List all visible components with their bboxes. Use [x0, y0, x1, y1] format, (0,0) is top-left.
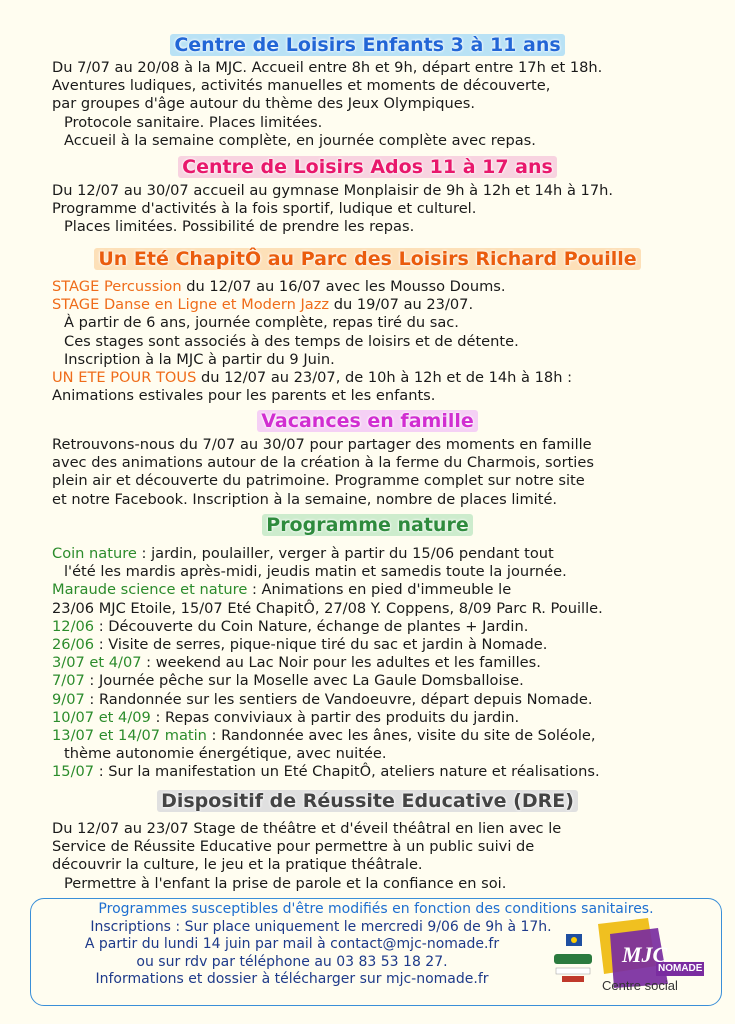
- nature-item: [52, 763, 712, 781]
- text-line: Protocole sanitaire. Places limitées.: [64, 113, 323, 131]
- section-enfants: [52, 59, 712, 150]
- stage-percussion-line: STAGE Percussion du 12/07 au 16/07 avec les Mousso Doums.: [52, 278, 506, 295]
- text-line: Retrouvons-nous du 7/07 au 30/07 pour partager des moments en famille: [52, 436, 592, 453]
- text-line: Programme d'activités à la fois sportif, ludique et culturel.: [52, 200, 477, 218]
- nature-item-text: : Repas conviviaux à partir des produits du jardin.: [150, 708, 520, 726]
- nature-item-label: 13/07 et 14/07 matin: [52, 727, 207, 745]
- nature-item: [52, 581, 712, 599]
- stage-danse-line: STAGE Danse en Ligne et Modern Jazz du 19/07 au 23/07.: [52, 296, 474, 314]
- section-title-chapito: Un Eté ChapitÔ au Parc des Loisirs Richard Pouille: [0, 248, 735, 270]
- email-line[interactable]: A partir du lundi 14 juin par mail à contact@mjc-nomade.fr: [84, 936, 500, 952]
- section-ados: [52, 182, 712, 237]
- section-title-ados: Centre de Loisirs Ados 11 à 17 ans: [0, 156, 735, 178]
- nature-item: [52, 745, 712, 763]
- nature-item-text: : Découverte du Coin Nature, échange de plantes + Jardin.: [94, 617, 529, 635]
- text-line: Accueil à la semaine complète, en journée complète avec repas.: [64, 131, 536, 149]
- nature-item-label: 12/06: [52, 617, 95, 635]
- nature-item-text: thème autonomie énergétique, avec nuitée.: [64, 745, 387, 763]
- text-line: avec des animations autour de la création à la ferme du Charmois, sorties: [52, 454, 594, 472]
- nature-item-label: 15/07: [52, 763, 95, 781]
- text-line: plein air et découverte du patrimoine. Programme complet sur notre site: [52, 472, 585, 490]
- nature-item: [52, 709, 712, 727]
- nature-item-text: : Visite de serres, pique-nique tiré du sac et jardin à Nomade.: [94, 636, 548, 654]
- text-line: Permettre à l'enfant la prise de parole et la confiance en soi.: [64, 874, 507, 892]
- nature-item: [52, 600, 712, 618]
- nature-item-text: : Randonnée avec les ânes, visite du site de Soléole,: [206, 727, 596, 745]
- nature-item: [52, 545, 712, 563]
- text-line: et notre Facebook. Inscription à la semaine, nombre de places limité.: [52, 490, 558, 508]
- text-line: Du 12/07 au 30/07 accueil au gymnase Monplaisir de 9h à 12h et 14h à 17h.: [52, 182, 613, 199]
- text-line: Du 7/07 au 20/08 à la MJC. Accueil entre 8h et 9h, départ entre 17h et 18h.: [52, 59, 603, 76]
- logo-mjc-text: MJC: [622, 942, 668, 967]
- mjc-nomade-logo: [596, 918, 706, 998]
- nature-item-text: : Randonnée sur les sentiers de Vandoeuvre, départ depuis Nomade.: [84, 690, 593, 708]
- section-title-enfants: Centre de Loisirs Enfants 3 à 11 ans: [0, 34, 735, 56]
- nature-item-text: l'été les mardis après-midi, jeudis matin et samedis toute la journée.: [64, 563, 567, 581]
- partner-logos: [548, 928, 598, 988]
- text-line: Ces stages sont associés à des temps de loisirs et de détente.: [64, 332, 519, 350]
- nature-item-label: 10/07 et 4/09: [52, 708, 151, 726]
- nature-item: [52, 563, 712, 581]
- nature-item-text: : Sur la manifestation un Eté ChapitÔ, ateliers nature et réalisations.: [94, 763, 600, 781]
- text-line: Service de Réussite Educative pour permettre à un public suivi de: [52, 838, 535, 856]
- nature-item: [52, 654, 712, 672]
- nature-item: [52, 636, 712, 654]
- nature-item: [52, 618, 712, 636]
- section-nature: [52, 545, 712, 782]
- text-line: découvrir la culture, le jeu et la pratique théâtrale.: [52, 856, 423, 874]
- section-title-nature: Programme nature: [0, 514, 735, 536]
- nature-item-text: : weekend au Lac Noir pour les adultes et les familles.: [141, 654, 541, 672]
- nature-item: [52, 727, 712, 745]
- section-famille: [52, 436, 712, 509]
- nature-item-label: 3/07 et 4/07: [52, 654, 142, 672]
- nature-item-label: Maraude science et nature: [52, 581, 248, 599]
- text-line: Places limitées. Possibilité de prendre les repas.: [64, 218, 415, 236]
- nature-item-text: : Journée pêche sur la Moselle avec La Gaule Domsballoise.: [84, 672, 524, 690]
- nature-item-text: 23/06 MJC Etoile, 15/07 Eté ChapitÔ, 27/08 Y. Coppens, 8/09 Parc R. Pouille.: [52, 599, 603, 617]
- ete-pour-tous-line: UN ETE POUR TOUS du 12/07 au 23/07, de 10h à 12h et de 14h à 18h :: [52, 369, 572, 387]
- nature-item-label: Coin nature: [52, 545, 137, 562]
- logo-nomade-text: NOMADE: [658, 963, 703, 974]
- section-title-famille: Vacances en famille: [0, 410, 735, 432]
- section-dre: [52, 820, 712, 893]
- text-line: Animations estivales pour les parents et les enfants.: [52, 387, 436, 405]
- text-line: Inscription à la MJC à partir du 9 Juin.: [64, 350, 335, 368]
- phone-line: ou sur rdv par téléphone au 03 83 53 18 27.: [136, 953, 448, 970]
- text-line: À partir de 6 ans, journée complète, repas tiré du sac.: [64, 314, 459, 332]
- text-line: Du 12/07 au 23/07 Stage de théâtre et d'éveil théâtral en lien avec le: [52, 820, 562, 837]
- section-title-dre: Dispositif de Réussite Educative (DRE): [0, 790, 735, 812]
- nature-item: [52, 691, 712, 709]
- nature-item-text: : Animations en pied d'immeuble le: [247, 581, 512, 599]
- sanitary-notice: Programmes susceptibles d'être modifiés en fonction des conditions sanitaires.: [98, 901, 654, 917]
- website-line[interactable]: Informations et dossier à télécharger sur mjc-nomade.fr: [95, 971, 489, 987]
- section-chapito: [52, 278, 712, 405]
- nature-item-label: 7/07: [52, 672, 85, 690]
- text-line: par groupes d'âge autour du thème des Jeux Olympiques.: [52, 95, 475, 113]
- nature-item: [52, 672, 712, 690]
- inscription-line: Inscriptions : Sur place uniquement le mercredi 9/06 de 9h à 17h.: [90, 918, 552, 935]
- logo-caption: Centre social: [602, 978, 678, 993]
- nature-item-text: : jardin, poulailler, verger à partir du 15/06 pendant tout: [136, 545, 554, 562]
- nature-item-label: 26/06: [52, 636, 95, 654]
- text-line: Aventures ludiques, activités manuelles et moments de découverte,: [52, 77, 551, 95]
- nature-item-label: 9/07: [52, 690, 85, 708]
